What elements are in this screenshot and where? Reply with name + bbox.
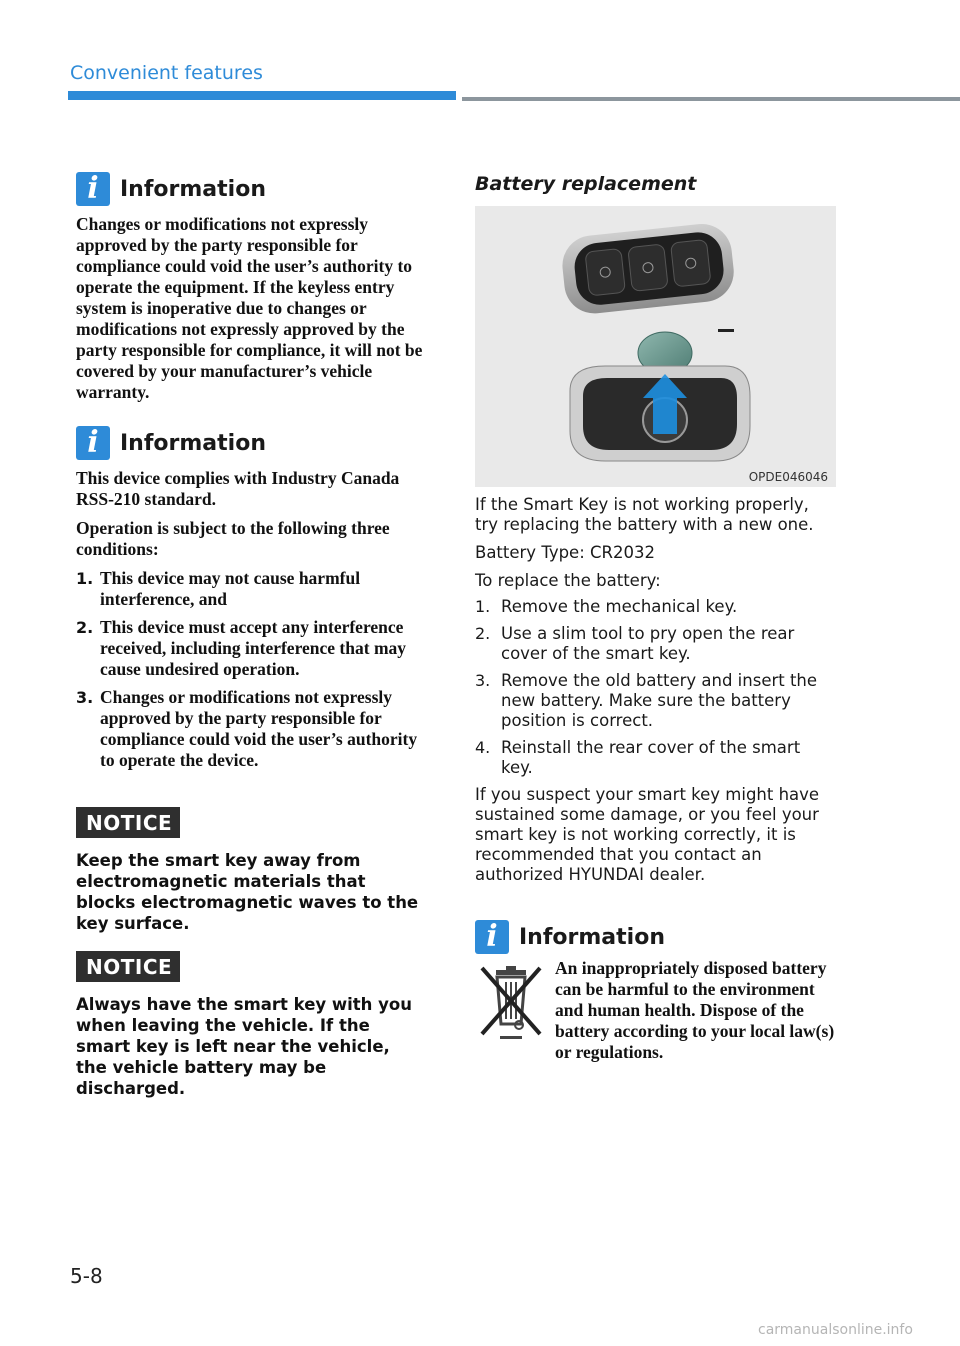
list-item: 2. Use a slim tool to pry open the rear cover of the smart key.	[475, 624, 795, 663]
crossed-out-bin-icon	[476, 962, 546, 1044]
info-title: Information	[120, 176, 266, 202]
information-icon: i	[475, 920, 509, 954]
smart-key-illustration	[475, 206, 836, 487]
outro-paragraph: If you suspect your smart key might have sustained some damage, or you feel your smart key is not working correctly, it is recommended that you contact an authorized HYUNDAI dealer.	[475, 785, 820, 884]
section-heading: Battery replacement	[475, 173, 697, 195]
page-number: 5-8	[70, 1264, 103, 1288]
info-title: Information	[519, 924, 665, 950]
list-item: 1. Remove the mechanical key.	[475, 597, 738, 616]
information-icon: i	[76, 426, 110, 460]
list-item: 3. Changes or modifications not expressly approved by the party responsible for compliance could void the user’s authority to operate the device.	[76, 687, 418, 770]
list-item: 3. Remove the old battery and insert the new battery. Make sure the battery position is correct.	[475, 671, 818, 730]
list-item: 2. This device must accept any interference received, including interference that may cause undesired operation.	[76, 617, 407, 679]
header-rule	[462, 97, 960, 101]
notice-label: NOTICE	[76, 951, 180, 982]
notice-label: NOTICE	[76, 807, 180, 838]
info-box-disposal	[475, 920, 835, 954]
notice-text: Keep the smart key away from electromagnetic materials that blocks electromagnetic waves to the key surface.	[76, 851, 419, 933]
disposal-text: An inappropriately disposed battery can be harmful to the environment and human health. Dispose of the battery according to your local law(s) or regulations.	[555, 958, 835, 1062]
notice-text: Always have the smart key with you when leaving the vehicle. If the smart key is left near the vehicle, the vehicle battery may be discharged.	[76, 995, 413, 1098]
battery-type: Battery Type: CR2032	[475, 543, 655, 562]
steps-intro: To replace the battery:	[475, 571, 661, 590]
list-item: 4. Reinstall the rear cover of the smart key.	[475, 738, 801, 777]
conditions-list	[76, 568, 436, 771]
info-box-industry-canada	[76, 426, 436, 778]
smart-key-battery-image	[475, 206, 836, 487]
list-item: 1. This device may not cause harmful interference, and	[76, 568, 361, 609]
section-title: Convenient features	[70, 62, 263, 84]
info-paragraph: Operation is subject to the following three conditions:	[76, 518, 390, 559]
info-box-modifications	[76, 172, 436, 403]
image-code: OPDE046046	[748, 470, 828, 484]
info-text: Changes or modifications not expressly approved by the party responsible for compliance could void the user’s authority to operate the equipment. If the keyless entry system is inoperative due to changes or modifications not expressly approved by the party responsible for compliance, it will not be covered by your manufacturer’s vehicle warranty.	[76, 214, 423, 402]
info-title: Information	[120, 430, 266, 456]
intro-paragraph: If the Smart Key is not working properly, try replacing the battery with a new one.	[475, 495, 814, 534]
steps-list	[475, 597, 835, 778]
information-icon: i	[76, 172, 110, 206]
info-paragraph: This device complies with Industry Canada RSS-210 standard.	[76, 468, 400, 509]
notice-box-carry-key	[76, 951, 426, 1099]
notice-box-electromagnetic	[76, 807, 426, 934]
battery-instructions	[475, 495, 835, 893]
header-rule-accent	[68, 91, 456, 100]
watermark: carmanualsonline.info	[758, 1322, 913, 1338]
